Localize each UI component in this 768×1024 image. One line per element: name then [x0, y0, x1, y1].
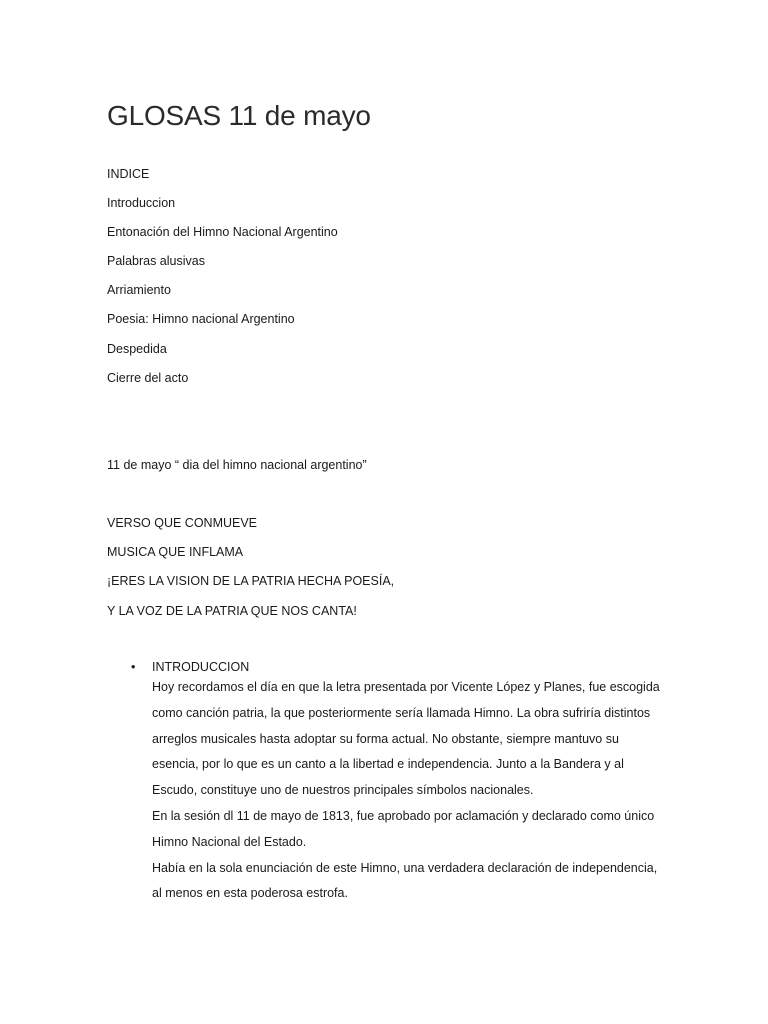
verse-line: MUSICA QUE INFLAMA: [107, 545, 244, 559]
text-line: arreglos musicales hasta adoptar su forma actual. No obstante, siempre mantuvo su: [152, 731, 619, 746]
index-item: Despedida: [107, 342, 167, 356]
index-item: Entonación del Himno Nacional Argentino: [107, 225, 338, 239]
intro-paragraph-2: [152, 804, 672, 856]
index-item: Palabras alusivas: [107, 254, 205, 268]
document-title: GLOSAS 11 de mayo: [107, 100, 371, 131]
index-item: Poesia: Himno nacional Argentino: [107, 312, 295, 326]
text-line: al menos en esta poderosa estrofa.: [152, 886, 348, 901]
text-line: Escudo, constituye uno de nuestros principales símbolos nacionales.: [152, 783, 534, 798]
introduction-heading: INTRODUCCION: [152, 660, 250, 674]
verse-line: Y LA VOZ DE LA PATRIA QUE NOS CANTA!: [107, 604, 357, 618]
text-line: Himno Nacional del Estado.: [152, 834, 307, 849]
index-item: Introduccion: [107, 196, 176, 210]
index-item: Arriamiento: [107, 283, 171, 297]
text-line: como canción patria, la que posteriormente sería llamada Himno. La obra sufriría distintos: [152, 705, 651, 720]
index-heading: INDICE: [107, 167, 150, 181]
text-line: Hoy recordamos el día en que la letra presentada por Vicente López y Planes, fue escogida: [152, 680, 660, 694]
intro-paragraph-3: [152, 856, 672, 908]
bullet-icon: •: [131, 660, 136, 674]
text-line: Había en la sola enunciación de este Himno, una verdadera declaración de independencia,: [152, 860, 658, 875]
intro-paragraph-1: [152, 675, 672, 804]
verse-line: ¡ERES LA VISION DE LA PATRIA HECHA POESÍA,: [107, 574, 395, 588]
text-line: En la sesión dl 11 de mayo de 1813, fue aprobado por aclamación y declarado como único: [152, 808, 655, 823]
text-line: esencia, por lo que es un canto a la libertad e independencia. Junto a la Bandera y al: [152, 757, 624, 772]
date-line: 11 de mayo “ dia del himno nacional argentino”: [107, 458, 367, 472]
verse-line: VERSO QUE CONMUEVE: [107, 516, 258, 530]
index-item: Cierre del acto: [107, 371, 189, 385]
introduction-content: [152, 658, 672, 907]
